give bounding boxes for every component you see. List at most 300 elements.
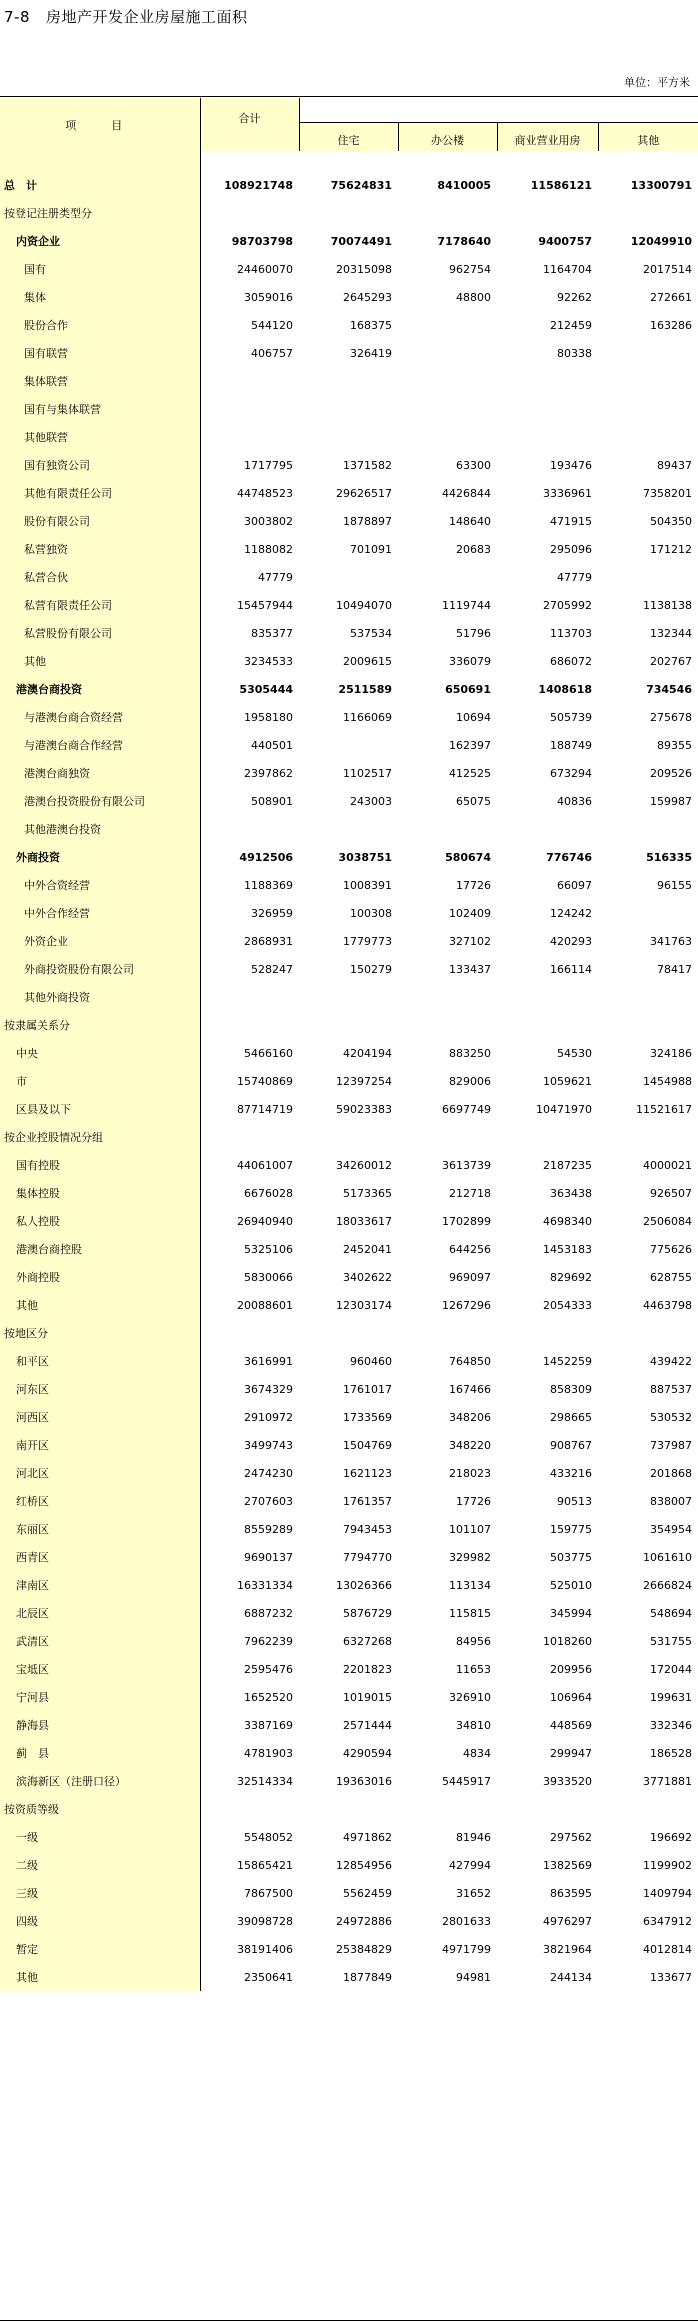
row-value: 5548052 — [244, 1830, 293, 1844]
row-label: 武清区 — [0, 1627, 200, 1655]
row-value: 10494070 — [336, 598, 392, 612]
row-value: 202767 — [650, 654, 692, 668]
table-row — [0, 339, 698, 367]
row-value: 108921748 — [224, 178, 293, 192]
row-value: 12049910 — [630, 234, 692, 248]
row-value — [497, 395, 598, 423]
row-value: 505739 — [550, 710, 592, 724]
table-row — [0, 843, 698, 871]
table-row — [0, 199, 698, 227]
row-label: 按登记注册类型分 — [0, 199, 200, 227]
row-value: 18033617 — [336, 1214, 392, 1228]
row-value — [398, 563, 497, 591]
row-value — [598, 199, 698, 227]
row-value: 168375 — [350, 318, 392, 332]
row-value — [299, 731, 398, 759]
row-value: 244134 — [550, 1970, 592, 1984]
row-value: 530532 — [650, 1410, 692, 1424]
row-value: 87714719 — [237, 1102, 293, 1116]
row-value: 66097 — [557, 878, 592, 892]
row-value: 106964 — [550, 1690, 592, 1704]
row-value: 420293 — [550, 934, 592, 948]
construction-area-table — [0, 98, 698, 1991]
table-row — [0, 563, 698, 591]
row-value: 1408618 — [538, 682, 592, 696]
table-title — [4, 6, 248, 27]
row-value — [598, 1795, 698, 1823]
table-row — [0, 1291, 698, 1319]
table-row — [0, 1627, 698, 1655]
table-row — [0, 1851, 698, 1879]
row-value: 199631 — [650, 1690, 692, 1704]
row-value: 298665 — [550, 1410, 592, 1424]
table-row — [0, 423, 698, 451]
row-value: 13300791 — [630, 178, 692, 192]
row-value: 3613739 — [442, 1158, 491, 1172]
row-value: 11521617 — [636, 1102, 692, 1116]
row-value: 148640 — [449, 514, 491, 528]
row-value: 3003802 — [244, 514, 293, 528]
bottom-rule — [0, 2320, 698, 2321]
row-label: 与港澳台商合作经营 — [0, 731, 200, 759]
row-value: 858309 — [550, 1382, 592, 1396]
row-label: 集体联营 — [0, 367, 200, 395]
row-value: 297562 — [550, 1830, 592, 1844]
row-value: 2595476 — [244, 1662, 293, 1676]
row-value: 59023383 — [336, 1102, 392, 1116]
row-value: 1382569 — [543, 1858, 592, 1872]
row-value: 4912506 — [239, 850, 293, 864]
row-value: 5305444 — [239, 682, 293, 696]
row-value: 412525 — [449, 766, 491, 780]
row-value: 734546 — [646, 682, 692, 696]
row-value: 7943453 — [343, 1522, 392, 1536]
row-label: 外商投资股份有限公司 — [0, 955, 200, 983]
row-value: 3234533 — [244, 654, 293, 668]
row-label: 市 — [0, 1067, 200, 1095]
table-row — [0, 1151, 698, 1179]
row-value: 2397862 — [244, 766, 293, 780]
row-value: 2666824 — [643, 1578, 692, 1592]
row-value — [299, 1011, 398, 1039]
row-value: 124242 — [550, 906, 592, 920]
row-value — [200, 423, 299, 451]
header-office: 办公楼 — [398, 123, 497, 152]
row-value: 3933520 — [543, 1774, 592, 1788]
row-value — [398, 423, 497, 451]
row-value: 163286 — [650, 318, 692, 332]
row-value: 1733569 — [343, 1410, 392, 1424]
row-value: 100308 — [350, 906, 392, 920]
table-row — [0, 1515, 698, 1543]
row-value: 838007 — [650, 1494, 692, 1508]
row-value: 7178640 — [437, 234, 491, 248]
row-value: 2705992 — [543, 598, 592, 612]
row-value: 201868 — [650, 1466, 692, 1480]
table-row — [0, 395, 698, 423]
row-label: 国有与集体联营 — [0, 395, 200, 423]
row-label: 内资企业 — [0, 227, 200, 255]
row-label: 和平区 — [0, 1347, 200, 1375]
row-value: 132344 — [650, 626, 692, 640]
row-value: 113134 — [449, 1578, 491, 1592]
row-value: 1188369 — [244, 878, 293, 892]
table-row — [0, 731, 698, 759]
row-value: 89355 — [657, 738, 692, 752]
row-value: 503775 — [550, 1550, 592, 1564]
row-value — [299, 1795, 398, 1823]
table-number: 7-8 — [4, 8, 30, 26]
row-value: 20315098 — [336, 262, 392, 276]
row-value — [200, 983, 299, 1011]
row-value: 908767 — [550, 1438, 592, 1452]
row-label: 一级 — [0, 1823, 200, 1851]
row-value: 39098728 — [237, 1914, 293, 1928]
row-value: 115815 — [449, 1606, 491, 1620]
row-value: 1018260 — [543, 1634, 592, 1648]
row-value: 504350 — [650, 514, 692, 528]
row-label: 河东区 — [0, 1375, 200, 1403]
row-value: 1761357 — [343, 1494, 392, 1508]
table-row — [0, 1011, 698, 1039]
row-label: 河西区 — [0, 1403, 200, 1431]
row-value: 1119744 — [442, 598, 491, 612]
table-row — [0, 647, 698, 675]
row-label: 私营有限责任公司 — [0, 591, 200, 619]
row-value: 12397254 — [336, 1074, 392, 1088]
row-value: 243003 — [350, 794, 392, 808]
table-row — [0, 787, 698, 815]
row-label: 静海县 — [0, 1711, 200, 1739]
row-value: 4290594 — [343, 1746, 392, 1760]
row-value — [497, 199, 598, 227]
row-value: 38191406 — [237, 1942, 293, 1956]
row-value: 1958180 — [244, 710, 293, 724]
row-value: 863595 — [550, 1886, 592, 1900]
row-value: 6697749 — [442, 1102, 491, 1116]
row-label: 河北区 — [0, 1459, 200, 1487]
row-value: 345994 — [550, 1606, 592, 1620]
row-label: 外商控股 — [0, 1263, 200, 1291]
row-value: 7962239 — [244, 1634, 293, 1648]
row-value: 1409794 — [643, 1886, 692, 1900]
row-value: 7358201 — [643, 486, 692, 500]
row-label: 中央 — [0, 1039, 200, 1067]
row-value: 81946 — [456, 1830, 491, 1844]
row-value: 1188082 — [244, 542, 293, 556]
row-label: 中外合作经营 — [0, 899, 200, 927]
table-body — [0, 151, 698, 1991]
row-label: 津南区 — [0, 1571, 200, 1599]
row-value: 212718 — [449, 1186, 491, 1200]
row-label: 北辰区 — [0, 1599, 200, 1627]
row-value: 3387169 — [244, 1718, 293, 1732]
row-value: 4000021 — [643, 1158, 692, 1172]
row-value: 2474230 — [244, 1466, 293, 1480]
row-value — [398, 1319, 497, 1347]
row-value: 4834 — [463, 1746, 491, 1760]
row-value: 26940940 — [237, 1214, 293, 1228]
row-value: 969097 — [449, 1270, 491, 1284]
row-value: 2506084 — [643, 1214, 692, 1228]
table-row — [0, 1319, 698, 1347]
row-value: 406757 — [251, 346, 293, 360]
row-value: 209956 — [550, 1662, 592, 1676]
table-row — [0, 619, 698, 647]
row-value: 96155 — [657, 878, 692, 892]
row-value: 960460 — [350, 1354, 392, 1368]
row-value: 19363016 — [336, 1774, 392, 1788]
table-row — [0, 955, 698, 983]
row-value: 5445917 — [442, 1774, 491, 1788]
row-value — [299, 1123, 398, 1151]
row-value — [398, 339, 497, 367]
row-label: 国有 — [0, 255, 200, 283]
table-row — [0, 1571, 698, 1599]
row-value — [398, 395, 497, 423]
row-value — [299, 815, 398, 843]
row-value: 537534 — [350, 626, 392, 640]
row-value: 332346 — [650, 1718, 692, 1732]
row-label: 区县及以下 — [0, 1095, 200, 1123]
row-value — [598, 1319, 698, 1347]
table-row — [0, 1207, 698, 1235]
table-row — [0, 1823, 698, 1851]
row-label: 集体 — [0, 283, 200, 311]
row-value: 650691 — [445, 682, 491, 696]
row-value — [497, 367, 598, 395]
row-value — [200, 1795, 299, 1823]
row-value: 471915 — [550, 514, 592, 528]
table-row — [0, 1459, 698, 1487]
row-value: 336079 — [449, 654, 491, 668]
row-label: 国有独资公司 — [0, 451, 200, 479]
row-value: 102409 — [449, 906, 491, 920]
header-total: 合计 — [200, 98, 299, 151]
row-value: 24972886 — [336, 1914, 392, 1928]
row-value — [598, 815, 698, 843]
row-value: 159775 — [550, 1522, 592, 1536]
row-value: 89437 — [657, 458, 692, 472]
row-value: 159987 — [650, 794, 692, 808]
row-value: 47779 — [258, 570, 293, 584]
table-title-text: 房地产开发企业房屋施工面积 — [46, 8, 248, 26]
row-value: 32514334 — [237, 1774, 293, 1788]
header-gap-row — [0, 151, 698, 171]
row-value: 701091 — [350, 542, 392, 556]
table-row — [0, 1795, 698, 1823]
row-value: 15740869 — [237, 1074, 293, 1088]
table-row — [0, 479, 698, 507]
row-label: 国有联营 — [0, 339, 200, 367]
row-value: 295096 — [550, 542, 592, 556]
row-label: 港澳台投资股份有限公司 — [0, 787, 200, 815]
row-value: 829006 — [449, 1074, 491, 1088]
row-value: 962754 — [449, 262, 491, 276]
row-value — [200, 367, 299, 395]
row-value: 5876729 — [343, 1606, 392, 1620]
row-label: 南开区 — [0, 1431, 200, 1459]
row-value: 6676028 — [244, 1186, 293, 1200]
row-value — [299, 563, 398, 591]
row-value: 4781903 — [244, 1746, 293, 1760]
row-label: 三级 — [0, 1879, 200, 1907]
table-row — [0, 1683, 698, 1711]
row-value: 548694 — [650, 1606, 692, 1620]
table-row — [0, 675, 698, 703]
table-row — [0, 1123, 698, 1151]
row-label: 私人控股 — [0, 1207, 200, 1235]
row-value: 3059016 — [244, 290, 293, 304]
row-value: 644256 — [449, 1242, 491, 1256]
row-value: 48800 — [456, 290, 491, 304]
row-value: 6887232 — [244, 1606, 293, 1620]
row-value: 439422 — [650, 1354, 692, 1368]
row-value: 92262 — [557, 290, 592, 304]
row-value: 7794770 — [343, 1550, 392, 1564]
row-value — [398, 199, 497, 227]
table-row — [0, 227, 698, 255]
table-row — [0, 1403, 698, 1431]
table-row — [0, 703, 698, 731]
row-value: 2187235 — [543, 1158, 592, 1172]
row-value: 3674329 — [244, 1382, 293, 1396]
row-value: 209526 — [650, 766, 692, 780]
table-row — [0, 311, 698, 339]
row-value: 40836 — [557, 794, 592, 808]
row-value: 4971799 — [442, 1942, 491, 1956]
row-value: 1702899 — [442, 1214, 491, 1228]
row-value: 883250 — [449, 1046, 491, 1060]
table-row — [0, 1739, 698, 1767]
row-label: 私营独资 — [0, 535, 200, 563]
row-value: 544120 — [251, 318, 293, 332]
row-value: 5562459 — [343, 1886, 392, 1900]
row-value: 2017514 — [643, 262, 692, 276]
table-row — [0, 1067, 698, 1095]
row-value: 764850 — [449, 1354, 491, 1368]
row-label: 与港澳台商合资经营 — [0, 703, 200, 731]
table-row — [0, 983, 698, 1011]
row-value: 448569 — [550, 1718, 592, 1732]
row-value — [299, 199, 398, 227]
row-value: 10694 — [456, 710, 491, 724]
row-value — [497, 983, 598, 1011]
row-value — [497, 815, 598, 843]
row-value: 2452041 — [343, 1242, 392, 1256]
row-value — [200, 1319, 299, 1347]
row-value — [398, 815, 497, 843]
row-value: 528247 — [251, 962, 293, 976]
row-value: 2511589 — [338, 682, 392, 696]
row-value — [598, 423, 698, 451]
row-value: 16331334 — [237, 1578, 293, 1592]
row-value: 324186 — [650, 1046, 692, 1060]
table-row — [0, 535, 698, 563]
row-label: 红桥区 — [0, 1487, 200, 1515]
row-label: 二级 — [0, 1851, 200, 1879]
row-label: 宝坻区 — [0, 1655, 200, 1683]
row-value: 2571444 — [343, 1718, 392, 1732]
row-value: 3336961 — [543, 486, 592, 500]
row-value: 44748523 — [237, 486, 293, 500]
row-value: 1453183 — [543, 1242, 592, 1256]
row-value: 580674 — [445, 850, 491, 864]
row-value: 2009615 — [343, 654, 392, 668]
row-value: 1717795 — [244, 458, 293, 472]
row-value: 5830066 — [244, 1270, 293, 1284]
row-value: 1199902 — [643, 1858, 692, 1872]
row-value: 51796 — [456, 626, 491, 640]
row-value: 737987 — [650, 1438, 692, 1452]
header-item: 项 目 — [0, 98, 200, 151]
row-label: 私营股份有限公司 — [0, 619, 200, 647]
row-value — [200, 815, 299, 843]
row-label: 其他外商投资 — [0, 983, 200, 1011]
row-value: 133437 — [449, 962, 491, 976]
row-label: 其他港澳台投资 — [0, 815, 200, 843]
row-value — [299, 983, 398, 1011]
row-label: 总 计 — [0, 171, 200, 199]
row-label: 蓟 县 — [0, 1739, 200, 1767]
row-label: 其他联营 — [0, 423, 200, 451]
row-value: 329982 — [449, 1550, 491, 1564]
row-value: 433216 — [550, 1466, 592, 1480]
row-value: 12854956 — [336, 1858, 392, 1872]
row-value — [497, 1319, 598, 1347]
row-value: 20088601 — [237, 1298, 293, 1312]
row-value: 166114 — [550, 962, 592, 976]
table-row — [0, 1599, 698, 1627]
table-row — [0, 367, 698, 395]
row-value: 8410005 — [437, 178, 491, 192]
row-value: 196692 — [650, 1830, 692, 1844]
row-value: 1652520 — [244, 1690, 293, 1704]
row-value: 1504769 — [343, 1438, 392, 1452]
row-value: 1878897 — [343, 514, 392, 528]
table-row — [0, 815, 698, 843]
row-value — [598, 1123, 698, 1151]
row-value — [398, 1123, 497, 1151]
row-value — [200, 1011, 299, 1039]
row-value: 2201823 — [343, 1662, 392, 1676]
row-value: 2868931 — [244, 934, 293, 948]
row-value — [200, 199, 299, 227]
table-row — [0, 927, 698, 955]
row-value: 628755 — [650, 1270, 692, 1284]
row-value: 341763 — [650, 934, 692, 948]
row-label: 宁河县 — [0, 1683, 200, 1711]
row-value — [299, 1319, 398, 1347]
row-value: 2054333 — [543, 1298, 592, 1312]
row-value: 1779773 — [343, 934, 392, 948]
row-value — [598, 983, 698, 1011]
table-row — [0, 1347, 698, 1375]
row-value: 1061610 — [643, 1550, 692, 1564]
row-value: 65075 — [456, 794, 491, 808]
row-value: 31652 — [456, 1886, 491, 1900]
table-row — [0, 1487, 698, 1515]
row-value: 167466 — [449, 1382, 491, 1396]
row-value — [200, 1123, 299, 1151]
table-row — [0, 171, 698, 199]
row-value: 3402622 — [343, 1270, 392, 1284]
row-value: 272661 — [650, 290, 692, 304]
row-value: 25384829 — [336, 1942, 392, 1956]
table-row — [0, 1935, 698, 1963]
row-value: 1267296 — [442, 1298, 491, 1312]
table-row — [0, 1235, 698, 1263]
